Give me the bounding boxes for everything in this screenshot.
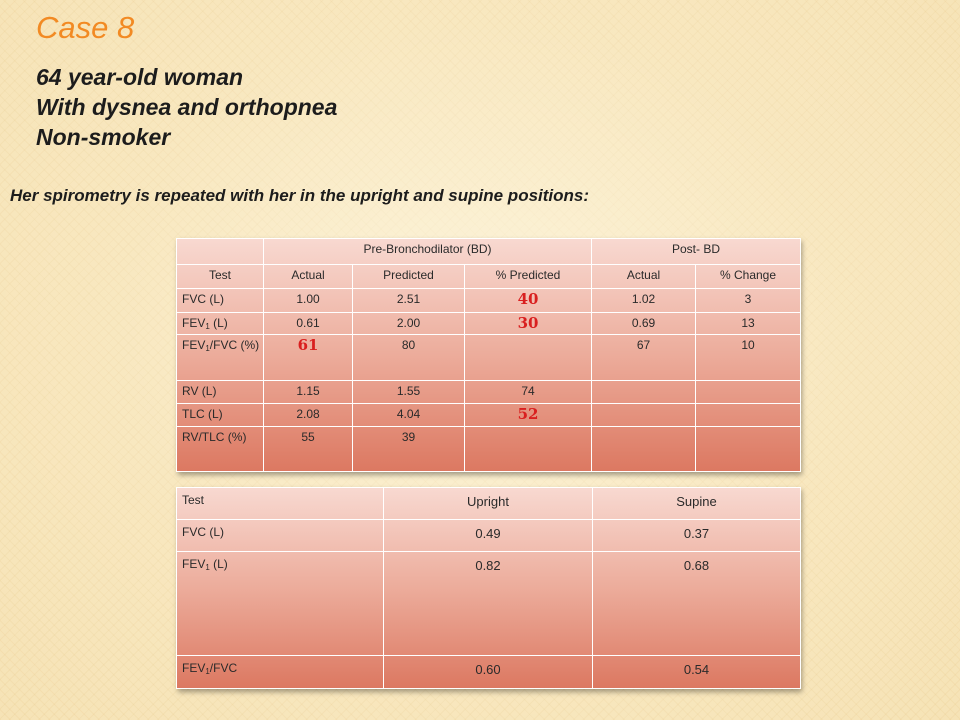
row-label-text: (L): [209, 316, 228, 330]
table-cell: 0.37: [593, 520, 801, 552]
row-label: [177, 335, 264, 381]
table-row: [177, 656, 801, 689]
position-table: [176, 487, 800, 689]
row-label-text: FEV: [182, 661, 206, 675]
column-header-pct-predicted: % Predicted: [465, 265, 592, 289]
row-label: FVC (L): [177, 289, 264, 313]
row-label-text: FEV: [182, 316, 206, 330]
slide-title: Case 8: [36, 10, 135, 45]
table-cell: 55: [264, 427, 353, 472]
intro-text: Her spirometry is repeated with her in the upright and supine positions:: [10, 186, 590, 205]
row-label: FVC (L): [177, 520, 384, 552]
row-label: TLC (L): [177, 404, 264, 427]
table-cell: 3: [696, 289, 801, 313]
row-label: [177, 313, 264, 335]
row-label: [177, 656, 384, 689]
table-cell: 80: [353, 335, 465, 381]
row-label-text: (L): [209, 557, 228, 571]
row-label-text: FEV: [182, 557, 206, 571]
table-cell: 39: [353, 427, 465, 472]
row-label-text: /FVC (%): [209, 338, 260, 352]
table-header-row: [177, 488, 801, 520]
table-cell: [465, 335, 592, 381]
table-cell: 10: [696, 335, 801, 381]
column-header-post-actual: Actual: [592, 265, 696, 289]
table-row: [177, 239, 801, 265]
table-cell: 0.54: [593, 656, 801, 689]
column-header-test: Test: [177, 265, 264, 289]
table-cell: [696, 427, 801, 472]
table-cell: 0.49: [384, 520, 593, 552]
table-cell: 2.00: [353, 313, 465, 335]
column-header-test: Test: [177, 488, 384, 520]
subscript: 1: [205, 667, 210, 676]
table-cell: [696, 404, 801, 427]
subscript: 1: [205, 344, 210, 353]
column-header-pct-change: % Change: [696, 265, 801, 289]
subtitle-line-age: 64 year-old woman: [36, 64, 244, 90]
table-row: [177, 552, 801, 656]
table-row: [177, 335, 801, 381]
row-label: [177, 552, 384, 656]
table-row: [177, 404, 801, 427]
table-cell: 4.04: [353, 404, 465, 427]
highlighted-cell: 52: [465, 404, 592, 427]
subtitle-line-symptoms: With dysnea and orthopnea: [36, 94, 338, 120]
table-row: [177, 289, 801, 313]
table-cell: 0.68: [593, 552, 801, 656]
table-cell: 0.82: [384, 552, 593, 656]
highlighted-cell: 61: [264, 335, 353, 381]
column-header-supine: Supine: [593, 488, 801, 520]
column-header-predicted: Predicted: [353, 265, 465, 289]
highlighted-cell: 30: [465, 313, 592, 335]
table-cell: 67: [592, 335, 696, 381]
table-row: [177, 381, 801, 404]
table-cell: 2.51: [353, 289, 465, 313]
table-cell: 1.02: [592, 289, 696, 313]
row-label-text: /FVC: [209, 661, 238, 675]
patient-summary: [36, 62, 337, 152]
table-cell: 1.55: [353, 381, 465, 404]
column-header-actual: Actual: [264, 265, 353, 289]
row-label: RV (L): [177, 381, 264, 404]
group-header-post-bd: Post- BD: [592, 239, 801, 265]
highlighted-cell: 40: [465, 289, 592, 313]
row-label-text: FEV: [182, 338, 206, 352]
table-cell: 0.60: [384, 656, 593, 689]
table-cell: [465, 427, 592, 472]
group-header-pre-bd: Pre-Bronchodilator (BD): [264, 239, 592, 265]
table-cell: [592, 381, 696, 404]
table-cell: 0.61: [264, 313, 353, 335]
subtitle-line-smoking: Non-smoker: [36, 124, 171, 150]
table-cell: 13: [696, 313, 801, 335]
table-cell: 2.08: [264, 404, 353, 427]
subscript: 1: [205, 322, 210, 331]
table-cell: [592, 427, 696, 472]
table-header-row: [177, 265, 801, 289]
table-cell: [177, 239, 264, 265]
table-cell: 0.69: [592, 313, 696, 335]
table-row: [177, 427, 801, 472]
subscript: 1: [205, 563, 210, 572]
table-cell: [592, 404, 696, 427]
pft-table: [176, 238, 800, 472]
table-cell: 1.15: [264, 381, 353, 404]
row-label: RV/TLC (%): [177, 427, 264, 472]
column-header-upright: Upright: [384, 488, 593, 520]
table-cell: 74: [465, 381, 592, 404]
table-cell: 1.00: [264, 289, 353, 313]
table-row: [177, 313, 801, 335]
table-cell: [696, 381, 801, 404]
table-row: [177, 520, 801, 552]
